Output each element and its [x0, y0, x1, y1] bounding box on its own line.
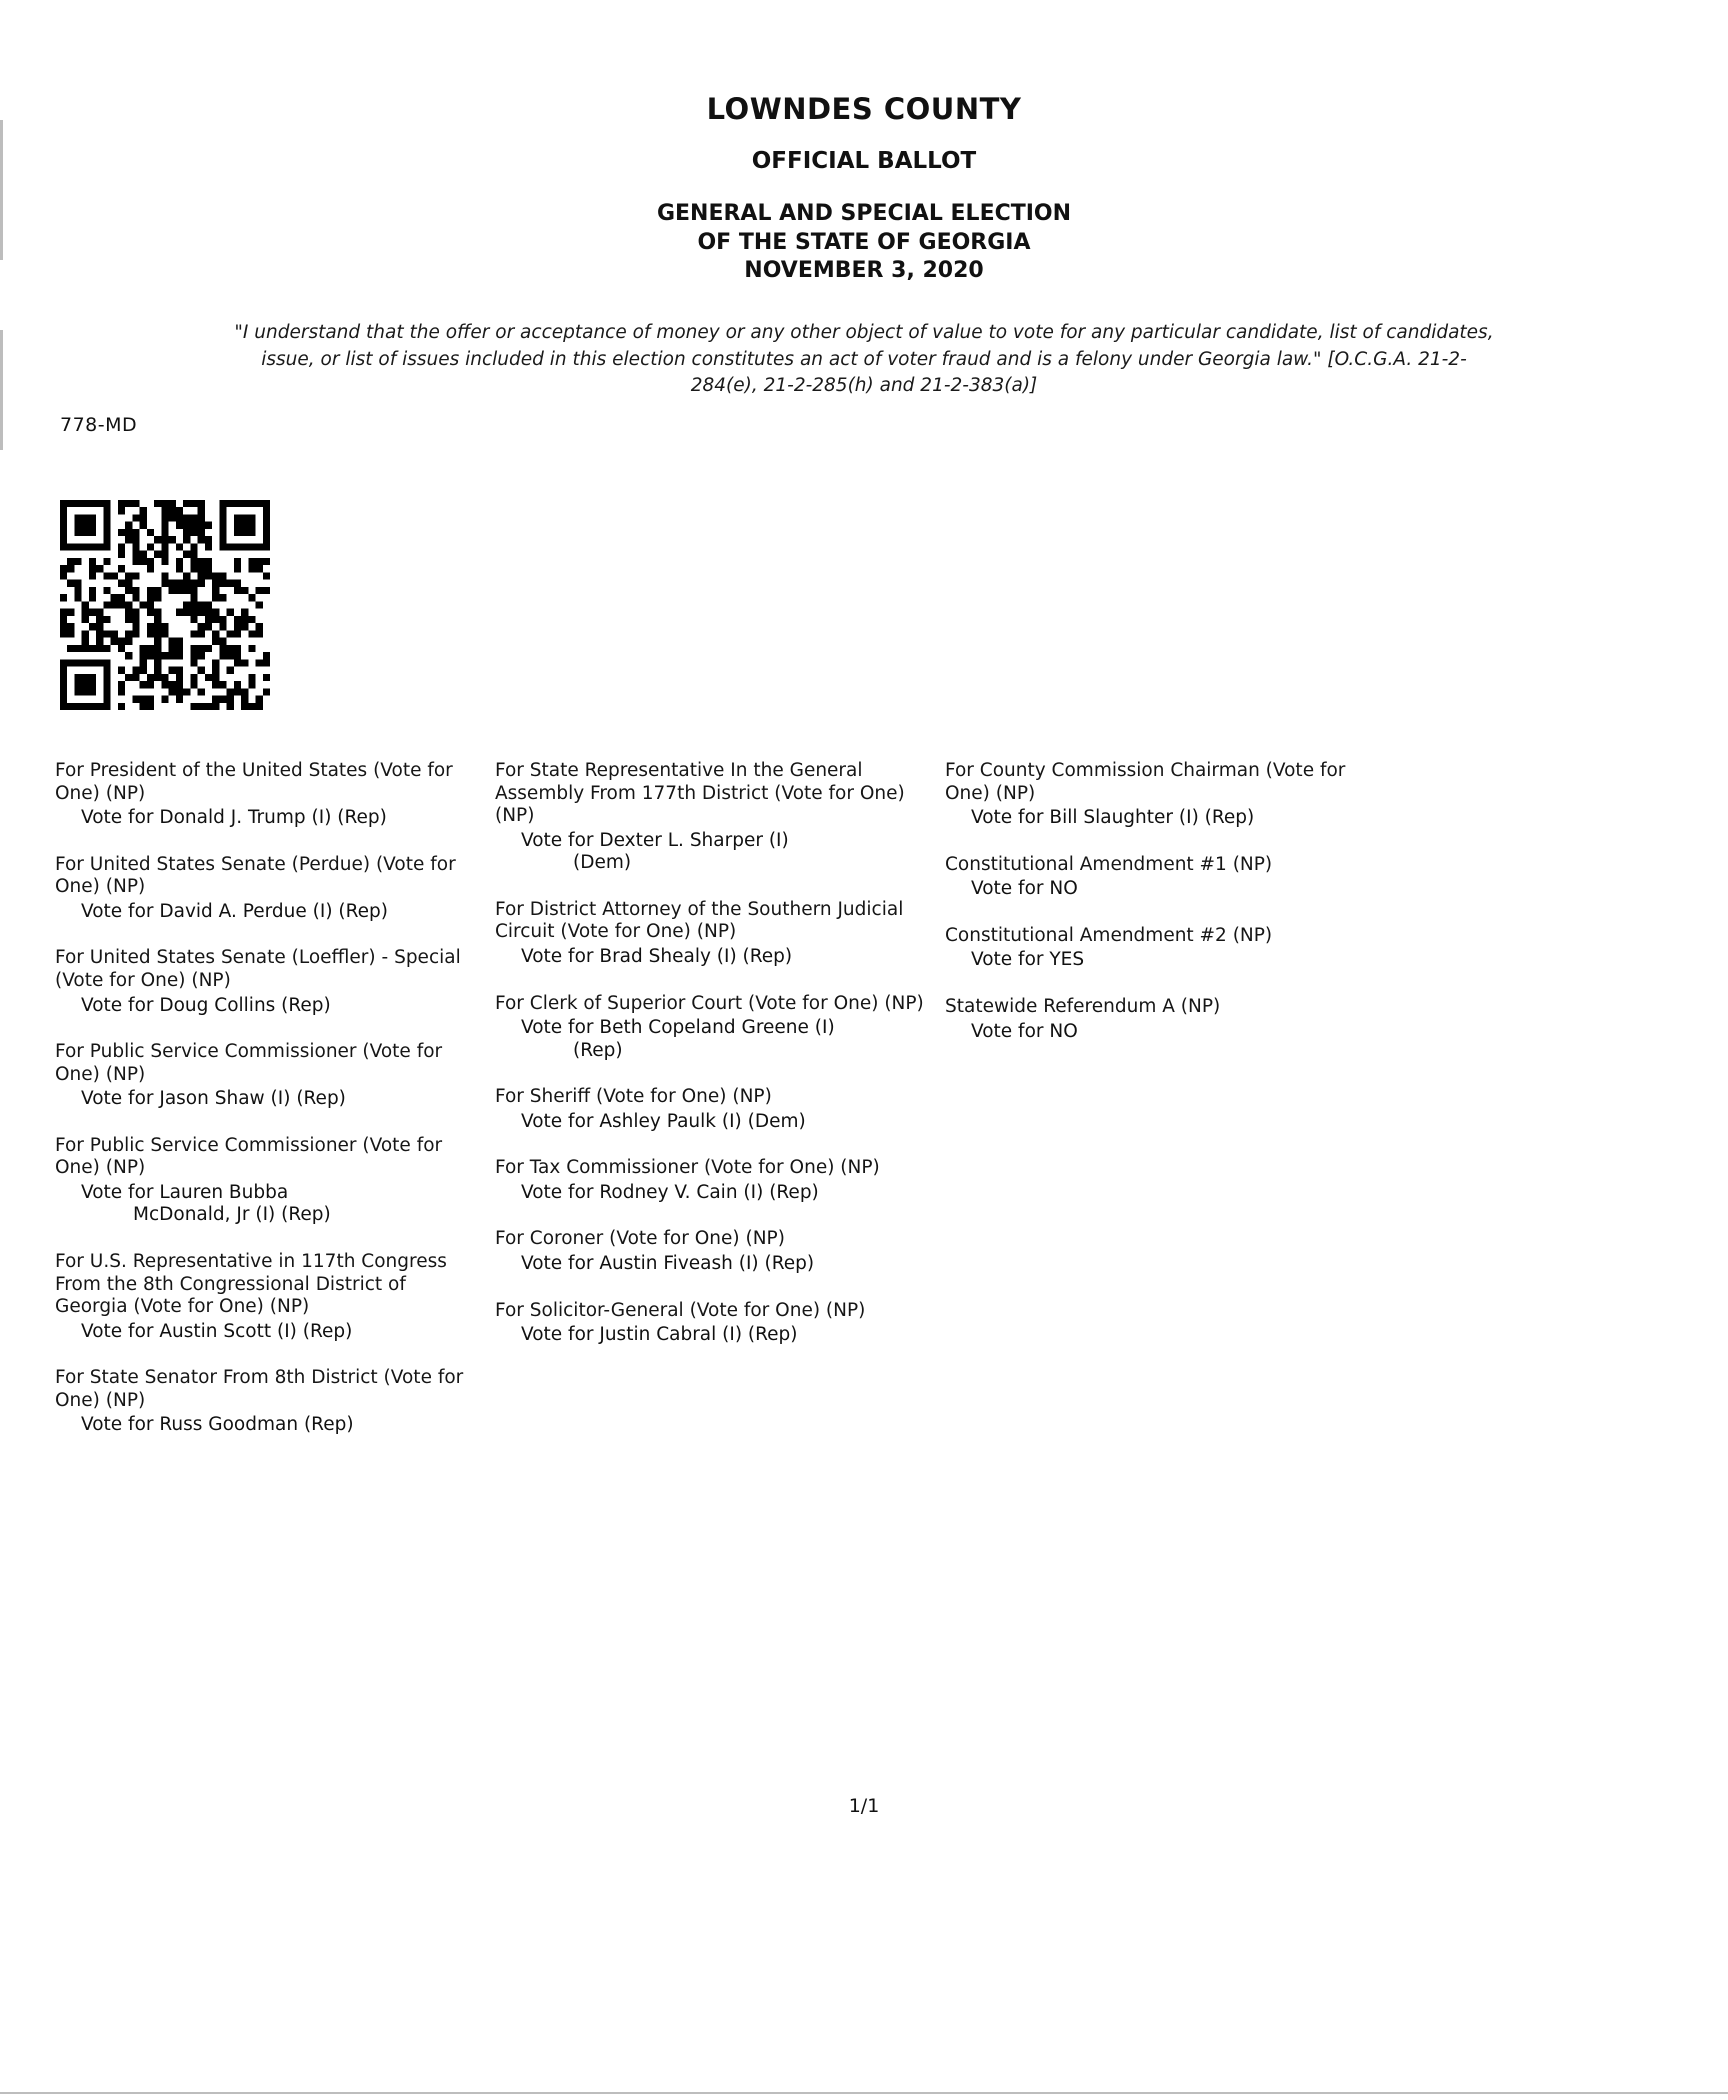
contest-title: For U.S. Representative in 117th Congress From the 8th Congressional District of Georgia (Vote for One) (NP)	[55, 1251, 447, 1318]
vote-selection	[945, 878, 1385, 901]
vote-selection	[55, 807, 481, 830]
contest-block	[55, 947, 481, 1017]
contest-block	[495, 1228, 931, 1275]
qr-code	[60, 500, 270, 710]
election-title	[0, 200, 1728, 286]
contest-column-1	[55, 760, 495, 1461]
contest-title: For Public Service Commissioner (Vote for One) (NP)	[55, 1134, 443, 1179]
vote-selection-text: Vote for Brad Shealy (I) (Rep)	[521, 945, 793, 967]
contest-block	[495, 1300, 931, 1347]
official-ballot-label: OFFICIAL BALLOT	[751, 148, 977, 174]
contest-block	[55, 1251, 481, 1343]
vote-selection-text: Vote for Doug Collins (Rep)	[81, 994, 331, 1016]
scan-edge-mark-left-mid	[0, 330, 3, 450]
election-title-line2: OF THE STATE OF GEORGIA	[697, 229, 1031, 255]
scan-edge-mark-bottom	[0, 2092, 1728, 2094]
contest-column-3	[945, 760, 1385, 1461]
contest-block	[495, 1086, 931, 1133]
vote-selection-text: Vote for Donald J. Trump (I) (Rep)	[81, 807, 387, 829]
contest-title: Statewide Referendum A (NP)	[945, 995, 1221, 1017]
contest-title: For President of the United States (Vote for One) (NP)	[55, 760, 453, 804]
contest-title: For United States Senate (Perdue) (Vote for One) (NP)	[55, 853, 456, 898]
election-title-line1: GENERAL AND SPECIAL ELECTION	[656, 201, 1072, 226]
vote-selection	[945, 949, 1385, 972]
contest-block	[55, 760, 481, 830]
vote-selection	[945, 1021, 1385, 1044]
vote-selection-text: Vote for Beth Copeland Greene (I)	[521, 1017, 835, 1039]
vote-selection	[495, 1253, 931, 1276]
contest-title: For County Commission Chairman (Vote for One) (NP)	[945, 760, 1346, 804]
vote-selection-text: Vote for Rodney V. Cain (I) (Rep)	[521, 1181, 819, 1203]
contest-block	[945, 996, 1385, 1043]
contest-title: For United States Senate (Loeffler) - Special (Vote for One) (NP)	[55, 947, 461, 991]
contest-columns	[0, 760, 1728, 1461]
contest-block	[945, 760, 1385, 830]
contest-title: For Coroner (Vote for One) (NP)	[495, 1228, 785, 1250]
vote-selection-text: Vote for Austin Scott (I) (Rep)	[81, 1320, 353, 1342]
vote-selection	[495, 1111, 931, 1134]
vote-selection-text: Vote for Justin Cabral (I) (Rep)	[521, 1324, 798, 1346]
contest-title: Constitutional Amendment #1 (NP)	[945, 853, 1273, 875]
election-date: NOVEMBER 3, 2020	[744, 258, 984, 284]
vote-selection-text: Vote for Lauren Bubba	[81, 1181, 289, 1203]
scan-edge-mark-left-top	[0, 120, 3, 260]
contest-block	[495, 1157, 931, 1204]
vote-selection	[495, 830, 931, 875]
ballot-style-code: 778-MD	[60, 414, 138, 436]
vote-selection-text: Vote for YES	[971, 949, 1085, 971]
contest-column-2	[495, 760, 945, 1461]
vote-selection	[55, 1321, 481, 1344]
vote-selection-text: Vote for David A. Perdue (I) (Rep)	[81, 900, 389, 922]
contest-title: For Tax Commissioner (Vote for One) (NP)	[495, 1157, 880, 1179]
page-number: 1/1	[848, 1795, 880, 1817]
vote-selection	[495, 1324, 931, 1347]
vote-selection-text: Vote for NO	[971, 1020, 1078, 1042]
contest-title: Constitutional Amendment #2 (NP)	[945, 924, 1273, 946]
contest-block	[495, 899, 931, 969]
vote-selection	[55, 995, 481, 1018]
voter-oath-text: "I understand that the offer or acceptance of money or any other object of value to vote for any particular candidate, list of candidates, issue, or list of issues included in this election constitutes an act of voter fraud and is a felony under Georgia law." [O.C.G.A. 21-2-284(e), 21-2-285(h) and 21-2-383(a)]	[234, 321, 1494, 397]
vote-selection-text: Vote for Ashley Paulk (I) (Dem)	[521, 1110, 806, 1132]
vote-selection-text: Vote for Jason Shaw (I) (Rep)	[81, 1088, 346, 1110]
contest-title: For District Attorney of the Southern Judicial Circuit (Vote for One) (NP)	[495, 898, 904, 943]
contest-block	[945, 854, 1385, 901]
vote-selection-text: Vote for Austin Fiveash (I) (Rep)	[521, 1253, 815, 1274]
contest-title: For Sheriff (Vote for One) (NP)	[495, 1086, 772, 1108]
contest-title: For Public Service Commissioner (Vote for One) (NP)	[55, 1041, 443, 1085]
vote-selection-text: Vote for NO	[971, 878, 1078, 900]
vote-selection	[495, 946, 931, 969]
vote-selection	[55, 901, 481, 924]
vote-selection-continuation: (Rep)	[573, 1039, 623, 1061]
contest-title: For Solicitor-General (Vote for One) (NP)	[495, 1299, 866, 1321]
vote-selection	[55, 1182, 481, 1227]
vote-selection	[945, 807, 1385, 830]
vote-selection-text: Vote for Bill Slaughter (I) (Rep)	[971, 807, 1255, 829]
vote-selection-continuation: McDonald, Jr (I) (Rep)	[133, 1204, 331, 1226]
vote-selection	[495, 1017, 931, 1062]
contest-block	[495, 760, 931, 875]
vote-selection	[495, 1182, 931, 1205]
vote-selection	[55, 1088, 481, 1111]
contest-block	[55, 854, 481, 924]
contest-block	[945, 925, 1385, 972]
contest-block	[55, 1041, 481, 1111]
contest-block	[495, 993, 931, 1063]
vote-selection	[55, 1414, 481, 1437]
ballot-header	[0, 92, 1728, 400]
contest-block	[55, 1367, 481, 1437]
contest-title: For Clerk of Superior Court (Vote for One) (NP)	[495, 992, 924, 1014]
county-title: LOWNDES COUNTY	[706, 92, 1022, 126]
contest-title: For State Senator From 8th District (Vote for One) (NP)	[55, 1367, 464, 1411]
contest-title: For State Representative In the General Assembly From 177th District (Vote for One) (NP)	[495, 760, 905, 827]
vote-selection-text: Vote for Russ Goodman (Rep)	[81, 1414, 354, 1436]
vote-selection-continuation: (Dem)	[573, 852, 632, 874]
vote-selection-text: Vote for Dexter L. Sharper (I)	[521, 829, 789, 851]
contest-block	[55, 1135, 481, 1227]
